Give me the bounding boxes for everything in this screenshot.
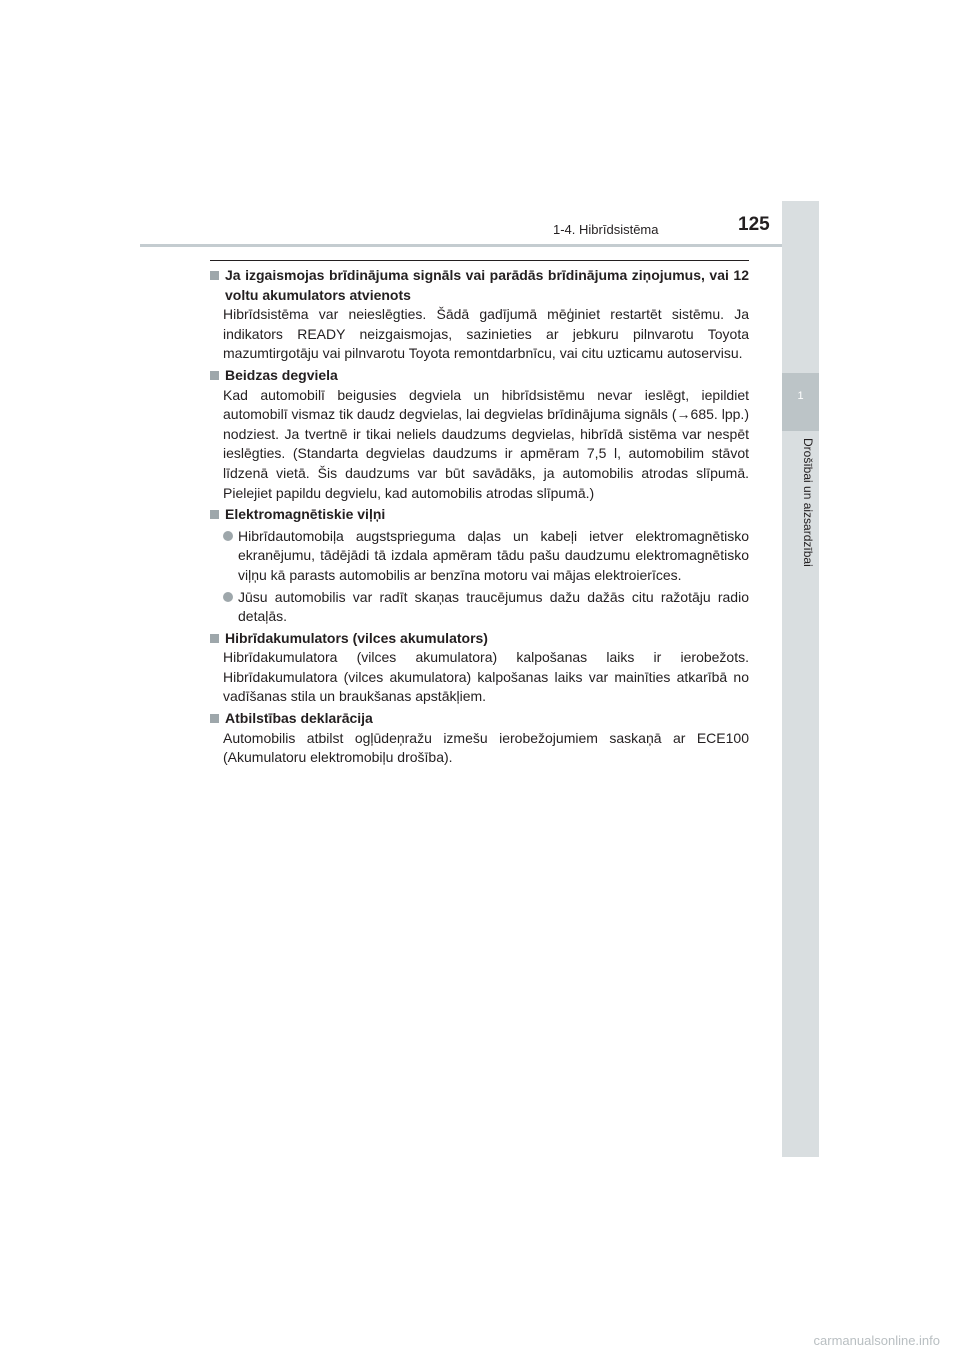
chapter-sidebar <box>782 201 819 1157</box>
page-number: 125 <box>738 214 770 235</box>
round-bullet-icon <box>223 592 233 602</box>
list-item: Jūsu automobilis var radīt skaņas traucējumus dažu dažās citu ražotāju radio detaļās. <box>223 588 749 627</box>
square-bullet-icon <box>210 714 219 723</box>
round-bullet-icon <box>223 531 233 541</box>
chapter-number: 1 <box>797 390 804 402</box>
square-bullet-icon <box>210 371 219 380</box>
section-warning-signal <box>210 266 749 364</box>
chapter-title: Drošībai un aizsardzībai <box>801 438 815 567</box>
section-heading: Elektromagnētiskie viļņi <box>210 505 749 525</box>
section-declaration <box>210 709 749 768</box>
square-bullet-icon <box>210 510 219 519</box>
section-heading: Hibrīdakumulators (vilces akumulators) <box>210 629 749 649</box>
content <box>210 266 749 770</box>
watermark: carmanualsonline.info <box>813 1333 940 1348</box>
section-heading: Atbilstības deklarācija <box>210 709 749 729</box>
section-electromagnetic <box>210 505 749 627</box>
square-bullet-icon <box>210 634 219 643</box>
section-body: Kad automobilī beigusies degviela un hibrīdsistēmu nevar ieslēgt, iepildiet automobilī vismaz tik daudz degvielas, lai degvielas brīdinājuma signāls (→685. lpp.) nodziest. Ja tvertnē ir tikai neliels daudzums degvielas, hibrīdā sistēma var nespēt ieslēgties. (Standarta degvielas daudzums ir apmēram 7,5 l, automobilim stāvot līdzenā vietā. Šis daudzums var būt savādāks, ja automobilis atrodas slīpumā. Pielejiet papildu degvielu, kad automobilis atrodas slīpumā.) <box>223 386 749 501</box>
section-title: 1-4. Hibrīdsistēma <box>553 222 659 237</box>
content-top-rule <box>210 260 749 261</box>
section-heading: Ja izgaismojas brīdinājuma signāls vai parādās brīdinājuma ziņojumus, vai 12 voltu akumulators atvienots <box>210 266 749 305</box>
chapter-tab[interactable] <box>782 373 819 431</box>
section-body: Automobilis atbilst ogļūdeņražu izmešu ierobežojumiem saskaņā ar ECE100 (Akumulatoru elektromobiļu drošība). <box>223 729 749 766</box>
square-bullet-icon <box>210 271 219 280</box>
section-body: Hibrīdsistēma var neieslēgties. Šādā gadījumā mēģiniet restartēt sistēmu. Ja indikators READY neizgaismojas, sazinieties ar jebkuru pilnvarotu Toyota mazumtirgotāju vai pilnvarotu Toyota remontdarbnīcu, vai citu uzticamu autoservisu. <box>223 306 749 362</box>
section-heading: Beidzas degviela <box>210 366 749 386</box>
section-hybrid-battery <box>210 629 749 707</box>
section-fuel <box>210 366 749 503</box>
list-item: Hibrīdautomobiļa augstsprieguma daļas un kabeļi ietver elektromagnētisko ekranējumu, tādējādi tā izdala apmēram tādu pašu daudzumu elektromagnētisko viļņu kā parasts automobilis ar benzīna motoru vai mājas elektroierīces. <box>223 527 749 586</box>
section-body: Hibrīdakumulatora (vilces akumulatora) kalpošanas laiks ir ierobežots. Hibrīdakumulatora (vilces akumulatora) kalpošanas laiks var mainīties atkarībā no vadīšanas stila un braukšanas apstākļiem. <box>223 649 749 705</box>
header-rule <box>140 244 819 247</box>
